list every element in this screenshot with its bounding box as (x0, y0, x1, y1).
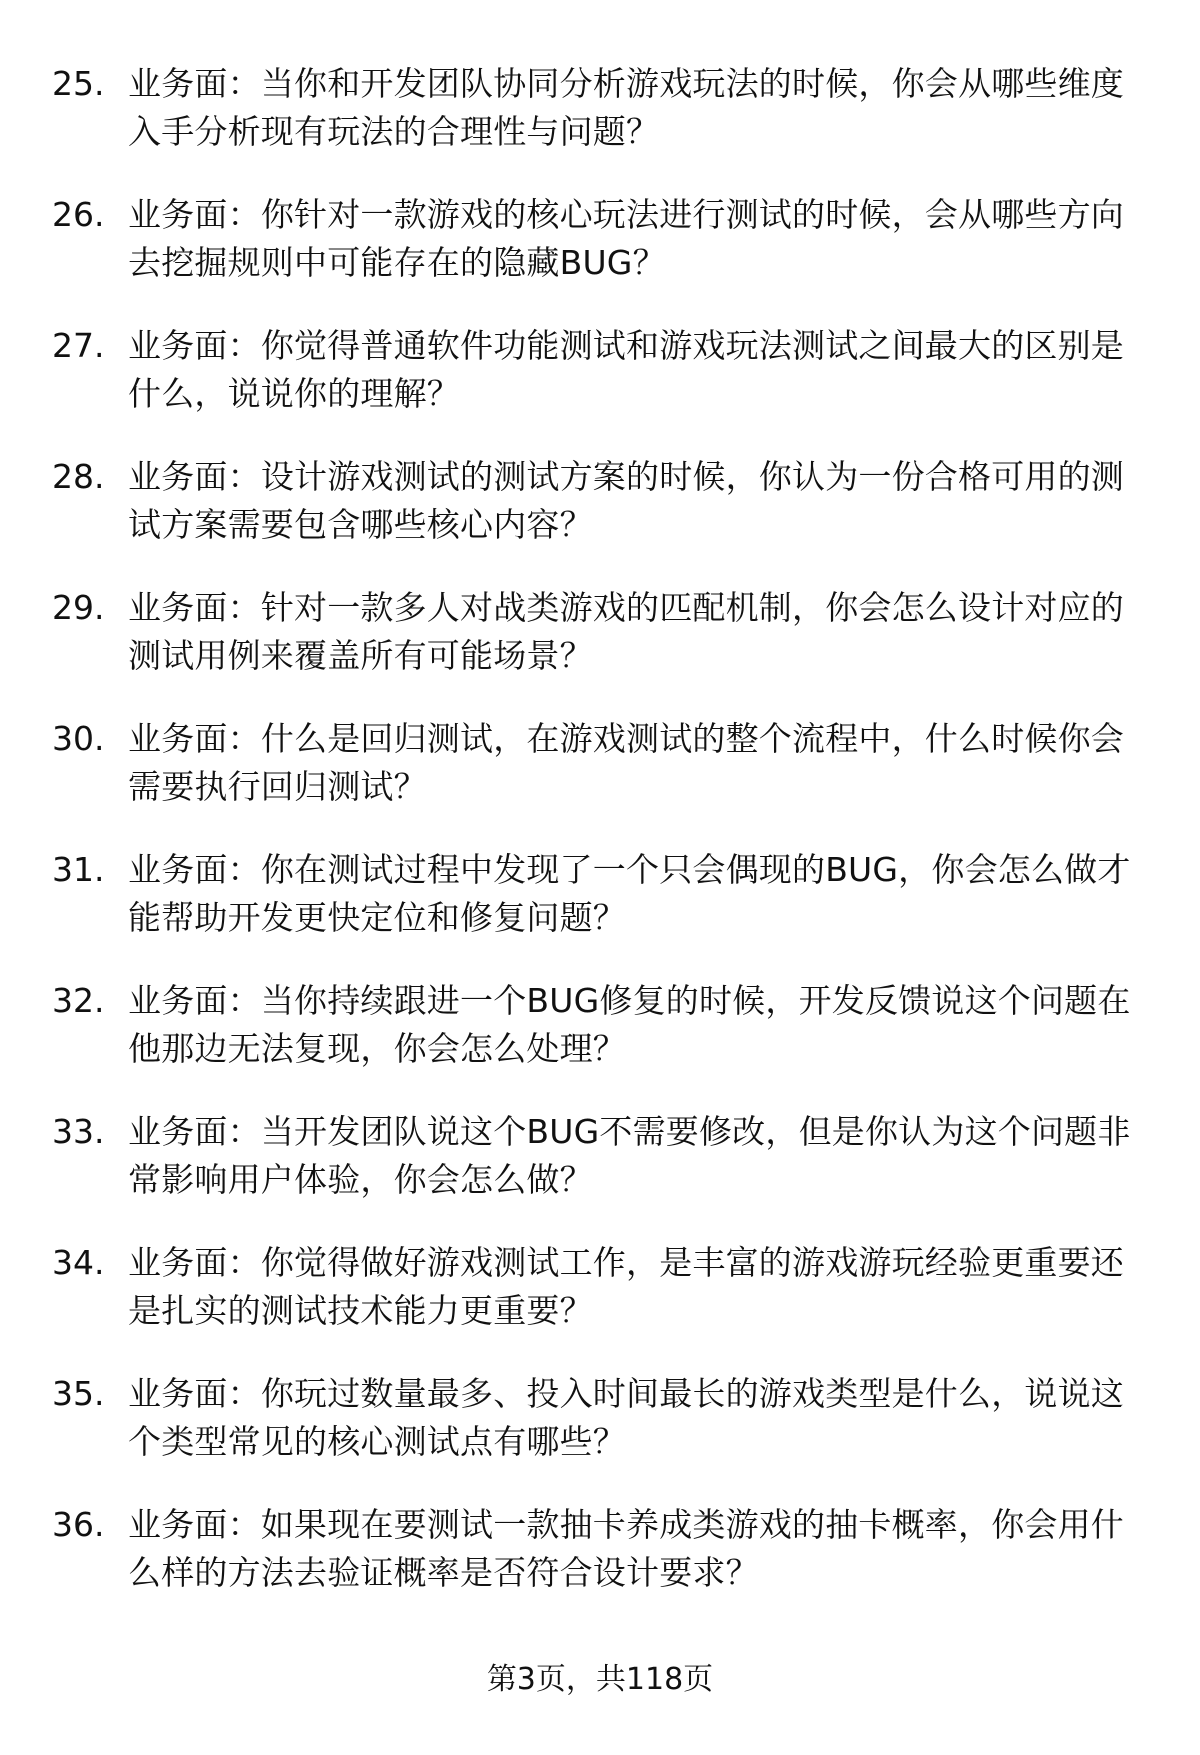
question-number: 32. (52, 981, 105, 1020)
page-indicator: 第3页，共118页 (486, 1662, 714, 1697)
question-item (0, 846, 1200, 977)
question-prefix: 业务面： (128, 588, 261, 627)
question-list (0, 60, 1200, 1632)
question-body: 你在测试过程中发现了一个只会偶现的BUG，你会怎么做才能帮助开发更快定位和修复问题？ (128, 850, 1131, 937)
question-text (128, 60, 1138, 156)
question-item (0, 60, 1200, 191)
question-item (0, 322, 1200, 453)
question-number: 26. (52, 195, 105, 234)
question-body: 什么是回归测试，在游戏测试的整个流程中，什么时候你会需要执行回归测试？ (128, 719, 1125, 806)
question-number: 36. (52, 1505, 105, 1544)
question-item (0, 191, 1200, 322)
question-body: 你针对一款游戏的核心玩法进行测试的时候，会从哪些方向去挖掘规则中可能存在的隐藏BUG？ (128, 195, 1125, 282)
question-text (128, 1108, 1138, 1204)
question-number: 34. (52, 1243, 105, 1282)
question-item (0, 1239, 1200, 1370)
question-text (128, 846, 1138, 942)
question-item (0, 977, 1200, 1108)
question-text (128, 977, 1138, 1073)
question-prefix: 业务面： (128, 1505, 261, 1544)
question-prefix: 业务面： (128, 850, 261, 889)
question-text (128, 1501, 1138, 1597)
question-number: 27. (52, 326, 105, 365)
question-prefix: 业务面： (128, 1374, 261, 1413)
question-number: 33. (52, 1112, 105, 1151)
question-text (128, 715, 1138, 811)
question-item (0, 715, 1200, 846)
question-item (0, 453, 1200, 584)
question-text (128, 453, 1138, 549)
question-prefix: 业务面： (128, 64, 261, 103)
question-prefix: 业务面： (128, 1243, 261, 1282)
question-number: 28. (52, 457, 105, 496)
question-text (128, 322, 1138, 418)
question-body: 当你持续跟进一个BUG修复的时候，开发反馈说这个问题在他那边无法复现，你会怎么处理？ (128, 981, 1131, 1068)
question-number: 35. (52, 1374, 105, 1413)
question-body: 你觉得做好游戏测试工作，是丰富的游戏游玩经验更重要还是扎实的测试技术能力更重要？ (128, 1243, 1125, 1330)
question-item (0, 1108, 1200, 1239)
question-text (128, 1370, 1138, 1466)
question-text (128, 1239, 1138, 1335)
question-prefix: 业务面： (128, 326, 261, 365)
question-body: 设计游戏测试的测试方案的时候，你认为一份合格可用的测试方案需要包含哪些核心内容？ (128, 457, 1125, 544)
question-number: 31. (52, 850, 105, 889)
question-number: 25. (52, 64, 105, 103)
question-prefix: 业务面： (128, 719, 261, 758)
question-item (0, 1501, 1200, 1632)
question-prefix: 业务面： (128, 457, 261, 496)
question-prefix: 业务面： (128, 195, 261, 234)
question-body: 当你和开发团队协同分析游戏玩法的时候，你会从哪些维度入手分析现有玩法的合理性与问题？ (128, 64, 1125, 151)
question-prefix: 业务面： (128, 981, 261, 1020)
question-item (0, 584, 1200, 715)
question-prefix: 业务面： (128, 1112, 261, 1151)
question-text (128, 191, 1138, 287)
question-item (0, 1370, 1200, 1501)
question-body: 你觉得普通软件功能测试和游戏玩法测试之间最大的区别是什么，说说你的理解？ (128, 326, 1125, 413)
question-number: 30. (52, 719, 105, 758)
question-body: 当开发团队说这个BUG不需要修改，但是你认为这个问题非常影响用户体验，你会怎么做？ (128, 1112, 1131, 1199)
question-body: 如果现在要测试一款抽卡养成类游戏的抽卡概率，你会用什么样的方法去验证概率是否符合设计要求？ (128, 1505, 1125, 1592)
question-text (128, 584, 1138, 680)
question-body: 针对一款多人对战类游戏的匹配机制，你会怎么设计对应的测试用例来覆盖所有可能场景？ (128, 588, 1125, 675)
question-number: 29. (52, 588, 105, 627)
question-body: 你玩过数量最多、投入时间最长的游戏类型是什么，说说这个类型常见的核心测试点有哪些？ (128, 1374, 1125, 1461)
